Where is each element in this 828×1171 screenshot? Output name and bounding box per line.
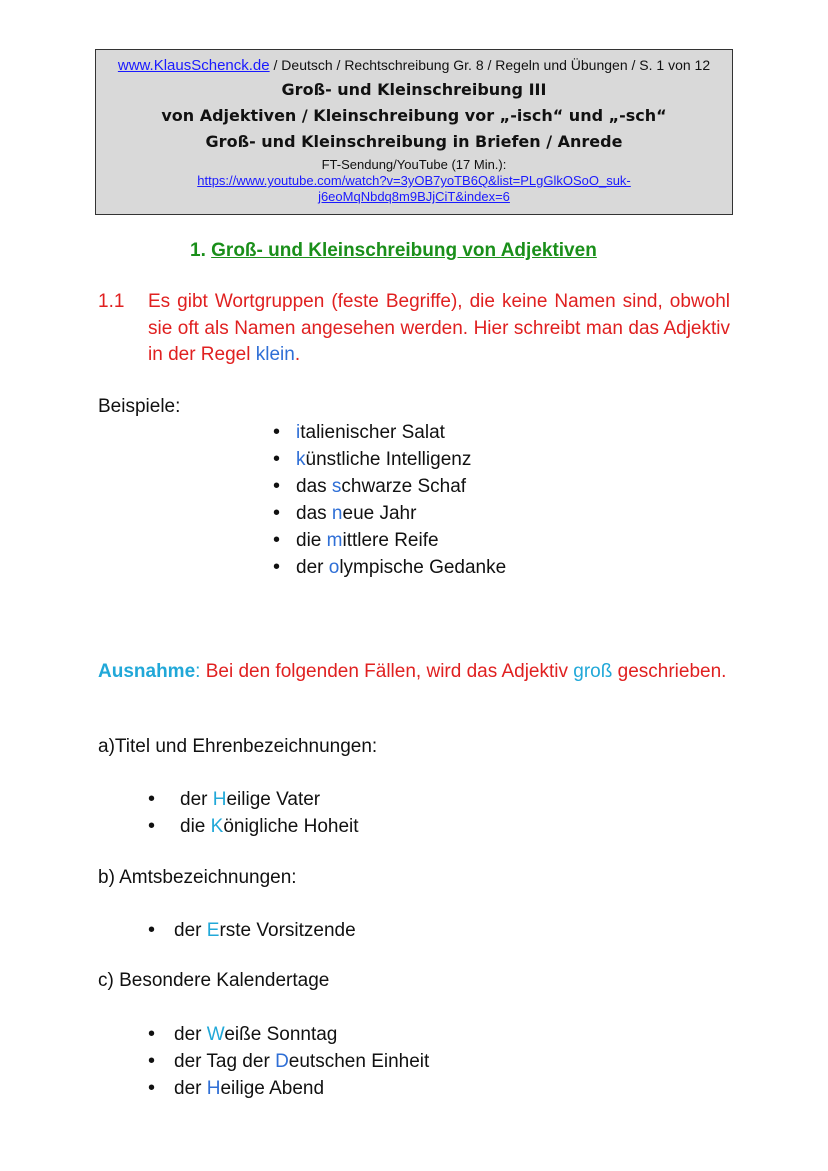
list-item: • das neue Jahr [273,500,506,527]
list-item: • das schwarze Schaf [273,473,506,500]
group-a-label: a)Titel und Ehrenbezeichnungen: [98,736,378,757]
examples-list [273,419,506,581]
list-item: • der Heilige Abend [148,1075,429,1102]
video-label: FT-Sendung/YouTube (17 Min.): [321,157,507,172]
list-item: • die Königliche Hoheit [148,813,359,840]
list-item: • der Erste Vorsitzende [148,917,356,944]
rule-end: . [294,344,301,365]
list-item: • der Heilige Vater [148,786,359,813]
exception-paragraph: Ausnahme: Bei den folgenden Fällen, wird das Adjektiv groß geschrieben. [98,661,727,682]
rule-block [98,289,730,369]
breadcrumb: / Deutsch / Rechtschreibung Gr. 8 / Regeln und Übungen / S. 1 von 12 [269,57,711,73]
header-title-3: Groß- und Kleinschreibung in Briefen / Anrede [205,132,623,151]
exception-head: Ausnahme [98,661,196,682]
section-number: 1. [190,240,206,261]
header-breadcrumb-line [96,57,732,74]
group-b-list [148,917,356,944]
rule-body: Es gibt Wortgruppen (feste Begriffe), die keine Namen sind, obwohl sie oft als Namen angesehen werden. Hier schreibt man das Adjektiv in der Regel [148,291,730,365]
list-item: • italienischer Salat [273,419,506,446]
examples-label: Beispiele: [98,396,181,417]
site-link[interactable]: www.KlausSchenck.de [117,57,270,74]
video-link-line-2[interactable]: j6eoMqNbdq8m9BJjCiT&index=6 [318,189,510,204]
exception-highlight: groß [573,661,613,682]
list-item: • der Weiße Sonntag [148,1021,429,1048]
group-c-list [148,1021,429,1102]
list-item: • der Tag der Deutschen Einheit [148,1048,429,1075]
list-item: • die mittlere Reife [273,527,506,554]
section-heading [190,240,597,262]
rule-text [148,289,730,369]
group-b-label: b) Amtsbezeichnungen: [98,867,297,888]
list-item: • der olympische Gedanke [273,554,506,581]
rule-number: 1.1 [98,291,125,312]
section-title: Groß- und Kleinschreibung von Adjektiven [211,240,597,261]
header-title-2: von Adjektiven / Kleinschreibung vor „-isch“ und „-sch“ [161,106,667,125]
video-link-line-1[interactable]: https://www.youtube.com/watch?v=3yOB7yoTB6Q&list=PLgGlkOSoO_suk- [197,173,631,188]
rule-highlight: klein [255,344,295,365]
group-c-label: c) Besondere Kalendertage [98,970,330,991]
group-a-list [148,786,359,840]
header-title-1: Groß- und Kleinschreibung III [281,80,547,99]
document-header [95,49,733,215]
list-item: • künstliche Intelligenz [273,446,506,473]
